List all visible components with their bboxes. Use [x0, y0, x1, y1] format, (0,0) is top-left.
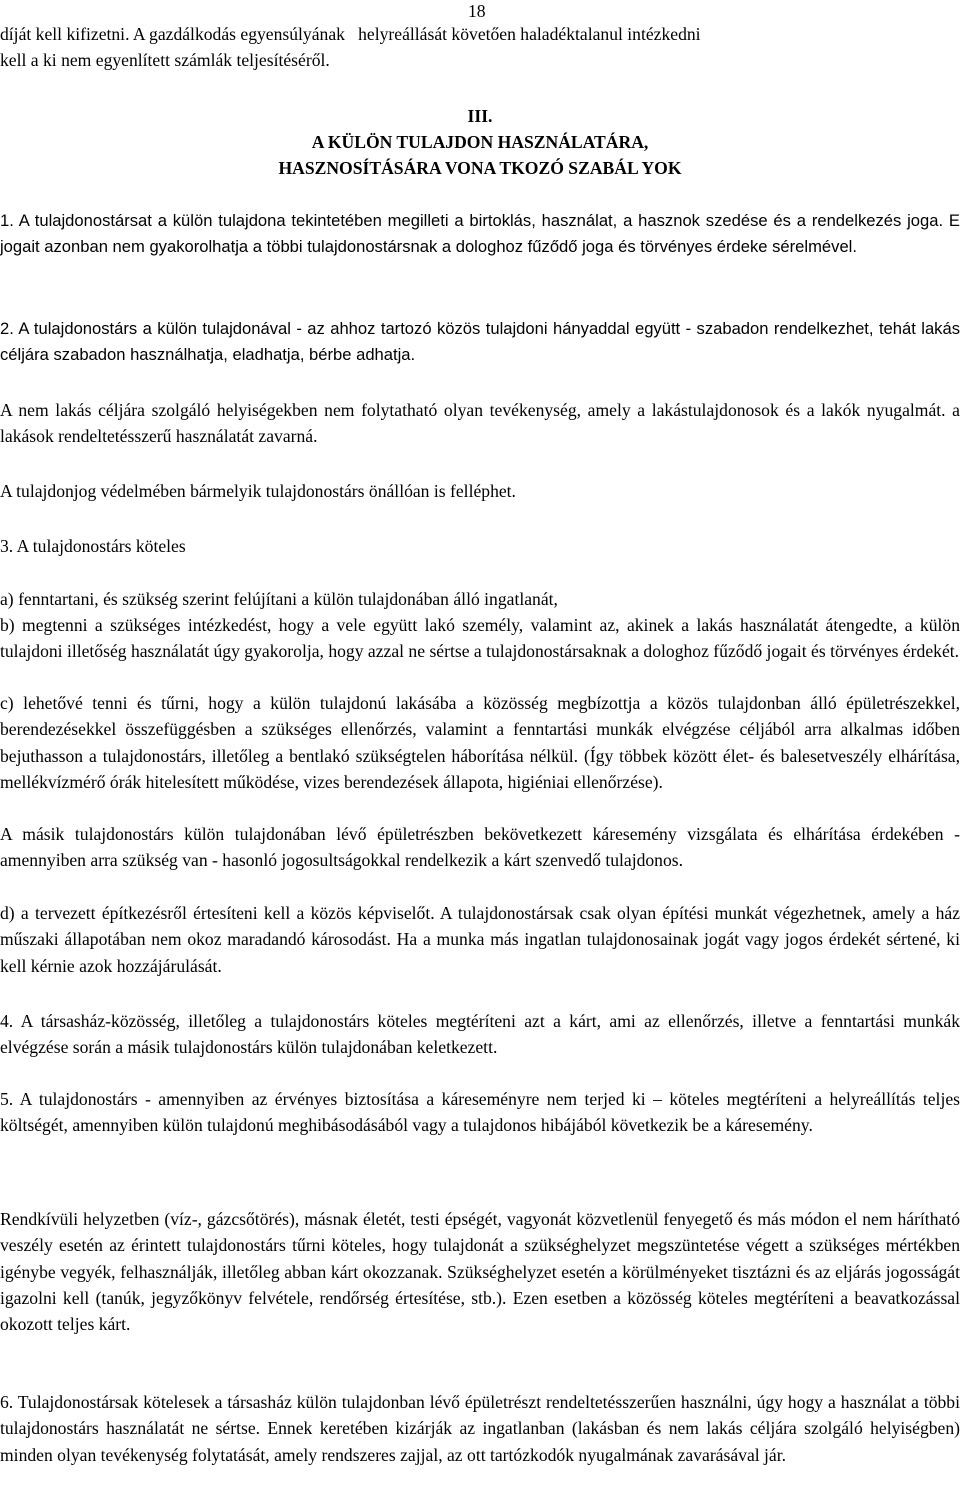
intro-line-1: díját kell kifizetni. A gazdálkodás egyensúlyának helyreállását követően haladéktalanul intézkedni — [0, 24, 701, 44]
section-title-line-2: HASZNOSÍTÁSÁRA VONA TKOZÓ SZABÁL YOK — [278, 158, 682, 178]
paragraph-3c: c) lehetővé tenni és tűrni, hogy a külön tulajdonú lakásába a közösség megbízottja a közös tulajdonban álló épületrészekkel, berendezésekkel összefüggésben a szükséges ellenőrzés, valamint a fenntartási munkák elvégzése céljából arra alkalmas időben bejuthasson a tulajdonostárs, illetőleg a bentlakó szükségtelen háborítása nélkül. (Így többek között élet- és balesetveszély elhárítása, mellékvízmérő órák hitelesített működése, vizes berendezések állapota, higiéniai ellenőrzése). — [0, 693, 960, 792]
paragraph-3a: a) fenntartani, és szükség szerint felújítani a külön tulajdonában álló ingatlanát, — [0, 589, 558, 609]
paragraph-1: 1. A tulajdonostársat a külön tulajdona tekintetében megilleti a birtoklás, használat, a hasznok szedése és a rendelkezés joga. E jogait azonban nem gyakorolhatja a többi tulajdonostársnak a dologhoz fűződő joga és törvényes érdeke sérelmével. — [0, 211, 960, 257]
paragraph-3: 3. A tulajdonostárs köteles — [0, 536, 186, 556]
paragraph-6: 6. Tulajdonostársak kötelesek a társasház külön tulajdonban lévő épületrészt rendeltetésszerűen használni, úgy hogy a használat a többi tulajdonostárs használatát ne sértse. Ennek keretében kizárják az ingatlanban (lakásban és nem lakás céljára szolgáló helyiségben) minden olyan tevékenység folytatását, amely rendszeres zajjal, az ott tartózkodók nyugalmának zavarásával jár. — [0, 1392, 960, 1465]
section-title-line-1: A KÜLÖN TULAJDON HASZNÁLATÁRA, — [311, 132, 649, 152]
section-number: III. — [467, 106, 493, 126]
paragraph-2: 2. A tulajdonostárs a külön tulajdonával - az ahhoz tartozó közös tulajdoni hányaddal együtt - szabadon rendelkezhet, tehát lakás céljára szabadon használhatja, eladhatja, bérbe adhatja. — [0, 319, 960, 365]
intro-paragraph — [0, 21, 960, 74]
paragraph-3b: b) megtenni a szükséges intézkedést, hogy a vele együtt lakó személy, valamint az, akinek a lakás használatát átengedte, a külön tulajdoni illetőség használatát úgy gyakorolja, hogy azzal ne sértse a tulajdonostársaknak a dologhoz fűződő jogait és törvényes érdekét. — [0, 615, 960, 662]
paragraph-3c-continued: A másik tulajdonostárs külön tulajdonában lévő épületrészben bekövetkezett káresemény vizsgálata és elhárítása érdekében - amennyiben arra szükség van - hasonló jogosultságokkal rendelkezik a kárt szenvedő tulajdonos. — [0, 824, 960, 871]
paragraph-5: 5. A tulajdonostárs - amennyiben az érvényes biztosítása a káreseményre nem terjed ki – köteles megtéríteni a helyreállítás teljes költségét, amennyiben külön tulajdonú meghibásodásából vagy a tulajdonos hibájából következik be a káresemény. — [0, 1089, 960, 1136]
page-number: 18 — [468, 1, 486, 21]
paragraph-3d: d) a tervezett építkezésről értesíteni kell a közös képviselőt. A tulajdonostársak csak olyan építési munkát végezhetnek, amely a ház műszaki állapotában nem okoz maradandó károsodást. Ha a munka más ingatlan tulajdonosainak jogát vagy jogos érdekét sértené, ki kell kérnie azok hozzájárulását. — [0, 903, 960, 976]
intro-line-2: kell a ki nem egyenlített számlák teljesítéséről. — [0, 50, 330, 71]
paragraph-2c: A tulajdonjog védelmében bármelyik tulajdonostárs önállóan is felléphet. — [0, 481, 516, 501]
paragraph-2b: A nem lakás céljára szolgáló helyiségekben nem folytatható olyan tevékenység, amely a lakástulajdonosok és a lakók nyugalmát. a lakások rendeltetésszerű használatát zavarná. — [0, 400, 960, 447]
paragraph-5b: Rendkívüli helyzetben (víz-, gázcsőtörés), másnak életét, testi épségét, vagyonát közvetlenül fenyegető és más módon el nem hárítható veszély esetén az érintett tulajdonostárs tűrni köteles, hogy tulajdonát a szükséghelyzet megszüntetése végett a szükséges mértékben igénybe vegyék, felhasználják, illetőleg abban kárt okozzanak. Szükséghelyzet esetén a körülményeket tisztázni és az eljárás jogosságát igazolni kell (tanúk, jegyzőkönyv felvétele, rendőrség értesítése, stb.). Ezen esetben a közösség köteles megtéríteni a beavatkozással okozott teljes kárt. — [0, 1209, 960, 1335]
paragraph-4: 4. A társasház-közösség, illetőleg a tulajdonostárs köteles megtéríteni azt a kárt, ami az ellenőrzés, illetve a fenntartási munkák elvégzése során a másik tulajdonostárs külön tulajdonában keletkezett. — [0, 1011, 960, 1058]
